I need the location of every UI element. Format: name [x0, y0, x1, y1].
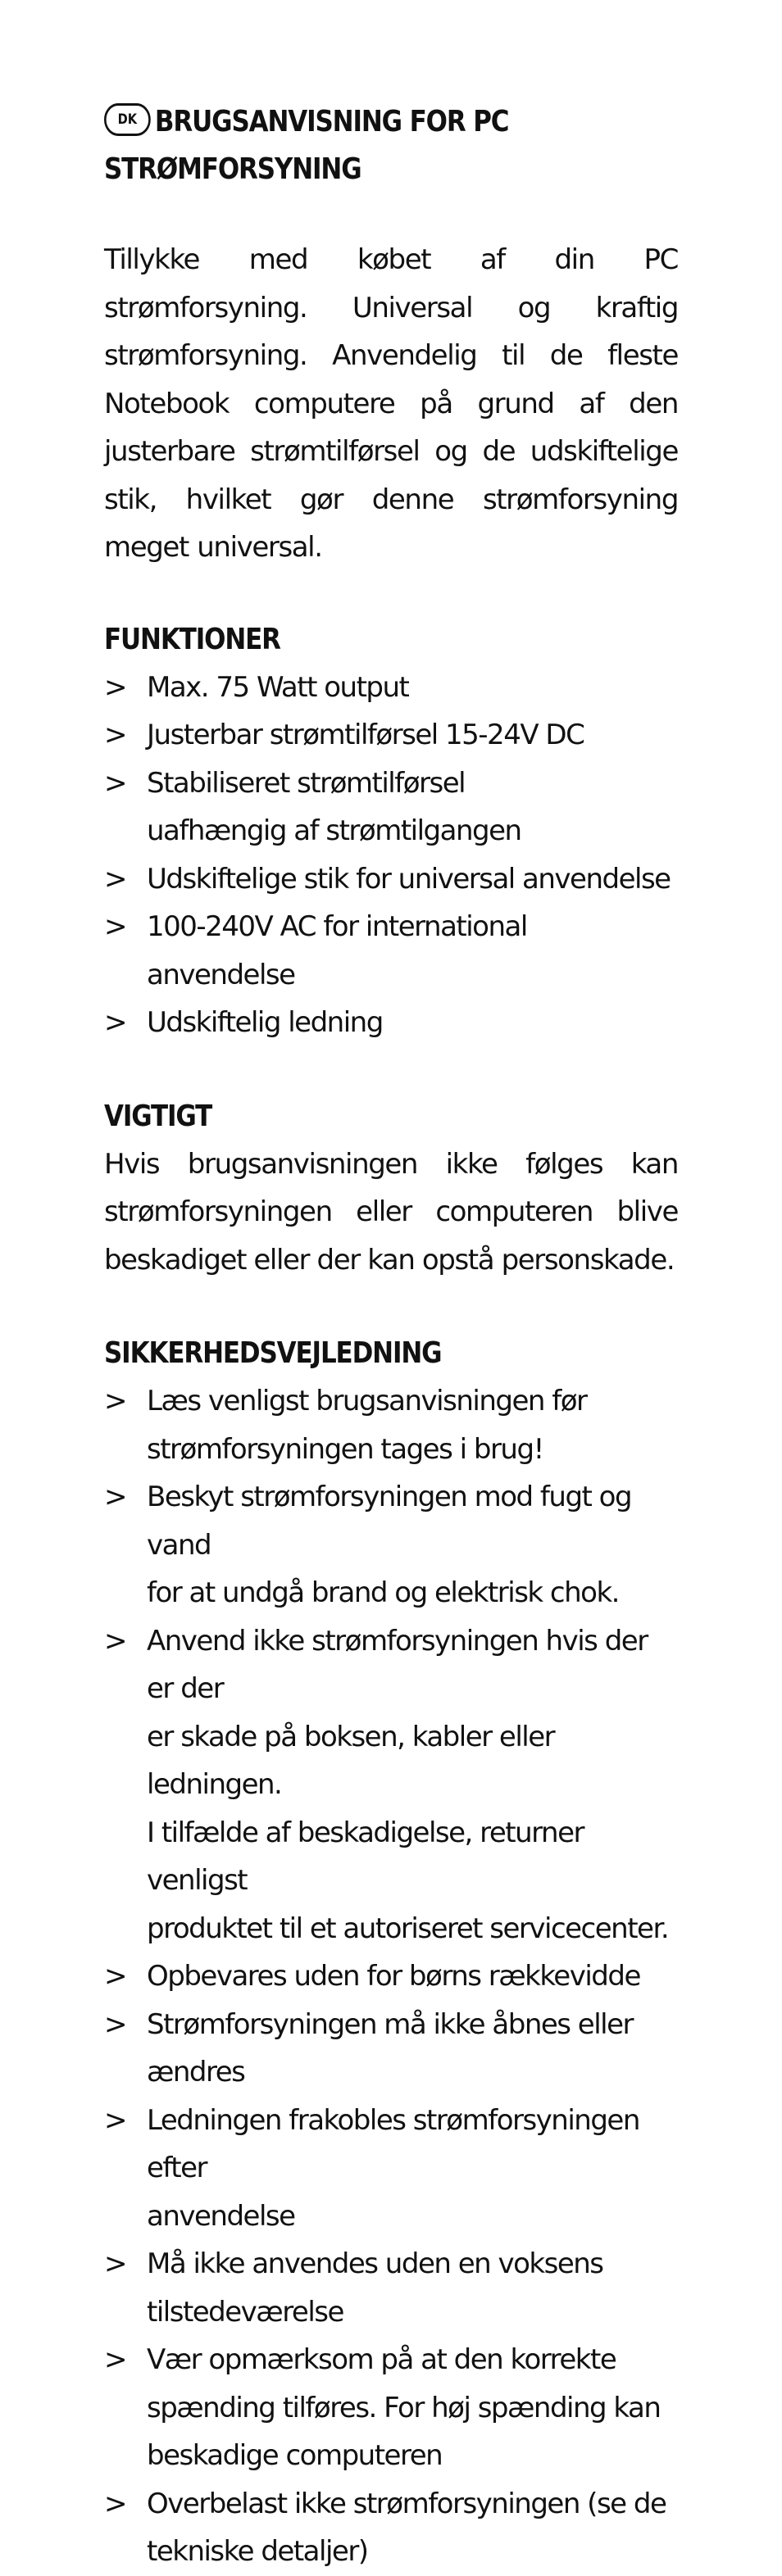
bullet-marker: > — [104, 1006, 128, 1039]
bullet-marker: > — [104, 1481, 128, 1513]
list-item: > Anvend ikke strømforsyningen hvis der er der er skade på boksen, kabler eller ledningen. I tilfælde af beskadigelse, returner venligst produktet til et autoriseret servicecenter. — [104, 1617, 678, 1953]
bullet-marker: > — [104, 2343, 128, 2376]
list-item: > Udskiftelig ledning — [104, 999, 678, 1047]
list-item: > Opbevares uden for børns rækkevidde — [104, 1952, 678, 2001]
title-line-2: STRØMFORSYNING — [104, 152, 361, 186]
functions-section — [104, 616, 678, 1047]
list-item: > Beskyt strømforsyningen mod fugt og vand for at undgå brand og elektrisk chok. — [104, 1473, 678, 1617]
list-item: > Justerbar strømtilførsel 15-24V DC — [104, 711, 678, 760]
bullet-marker: > — [104, 1624, 128, 1658]
bullet-marker: > — [104, 2103, 128, 2137]
bullet-marker: > — [104, 719, 128, 751]
bullet-marker: > — [104, 2007, 128, 2041]
important-section — [104, 1093, 678, 1285]
bullet-marker: > — [104, 670, 128, 704]
list-item: > Må ikke anvendes uden en voksens tilstedeværelse — [104, 2240, 678, 2336]
bullet-marker: > — [104, 766, 128, 800]
list-item: > 100-240V AC for international anvendelse — [104, 903, 678, 999]
important-heading: VIGTIGT — [104, 1099, 212, 1133]
safety-list — [104, 1377, 678, 2576]
list-item: > Strømforsyningen må ikke åbnes eller ændres — [104, 2001, 678, 2097]
functions-heading: FUNKTIONER — [104, 622, 280, 656]
functions-list — [104, 664, 678, 1047]
list-item: > Max. 75 Watt output — [104, 664, 678, 712]
bullet-marker: > — [104, 1385, 128, 1417]
intro-paragraph: Tillykke med købet af din PC strømforsyning. Universal og kraftig strømforsyning. Anvendelig til de fleste Notebook computere på grund af den justerbare strømtilførsel og de udskiftelige stik, hvilket gør denne strømforsyning meget universal. — [104, 243, 678, 564]
language-badge: DK — [104, 103, 151, 136]
bullet-marker: > — [104, 862, 128, 896]
list-item: > Overbelast ikke strømforsyningen (se de tekniske detaljer) — [104, 2480, 678, 2576]
safety-section — [104, 1330, 678, 2576]
safety-heading: SIKKERHEDSVEJLEDNING — [104, 1336, 442, 1370]
title-line-1: BRUGSANVISNING FOR PC — [154, 105, 509, 138]
bullet-marker: > — [104, 2487, 128, 2520]
manual-page — [104, 98, 678, 2576]
bullet-marker: > — [104, 910, 128, 943]
list-item: > Læs venligst brugsanvisningen før strømforsyningen tages i brug! — [104, 1377, 678, 1473]
list-item: > Vær opmærksom på at den korrekte spænding tilføres. For høj spænding kan beskadige computeren — [104, 2336, 678, 2480]
bullet-marker: > — [104, 1960, 128, 1993]
bullet-marker: > — [104, 2247, 128, 2280]
document-title — [104, 98, 678, 193]
important-text: Hvis brugsanvisningen ikke følges kan strømforsyningen eller computeren blive beskadiget eller der kan opstå personskade. — [104, 1147, 678, 1277]
list-item: > Udskiftelige stik for universal anvendelse — [104, 855, 678, 904]
list-item: > Stabiliseret strømtilførsel uafhængig af strømtilgangen — [104, 760, 678, 855]
list-item: > Ledningen frakobles strømforsyningen efter anvendelse — [104, 2097, 678, 2241]
